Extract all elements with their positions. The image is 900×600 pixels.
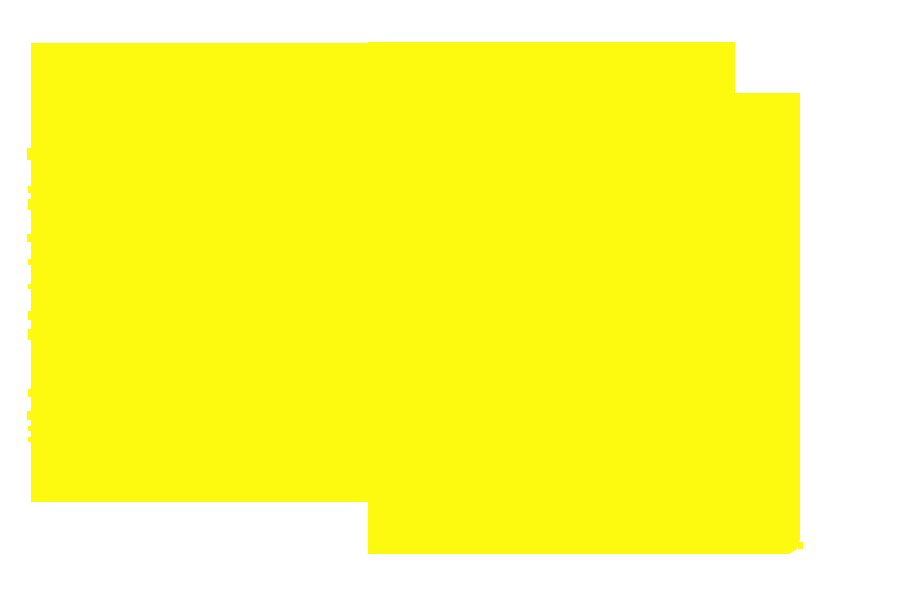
highlight-tick-bump [28,389,32,397]
highlight-tick-bump [27,234,32,242]
highlight-tick-bump [28,259,32,265]
highlight-corner-speck [737,548,740,553]
highlight-tick-bump [28,311,32,320]
highlight-tick-bump [28,199,32,210]
highlight-tick-bump [28,329,32,340]
highlight-tick-bump [28,426,32,431]
highlight-main-shape [31,42,800,554]
highlight-tick-bump [28,186,32,193]
highlight-tick-bump [27,148,32,160]
highlight-tick-bump [28,284,32,289]
highlight-tick-bump [27,411,32,420]
highlight-corner-speck [798,542,803,549]
highlight-tick-bump [28,437,32,442]
